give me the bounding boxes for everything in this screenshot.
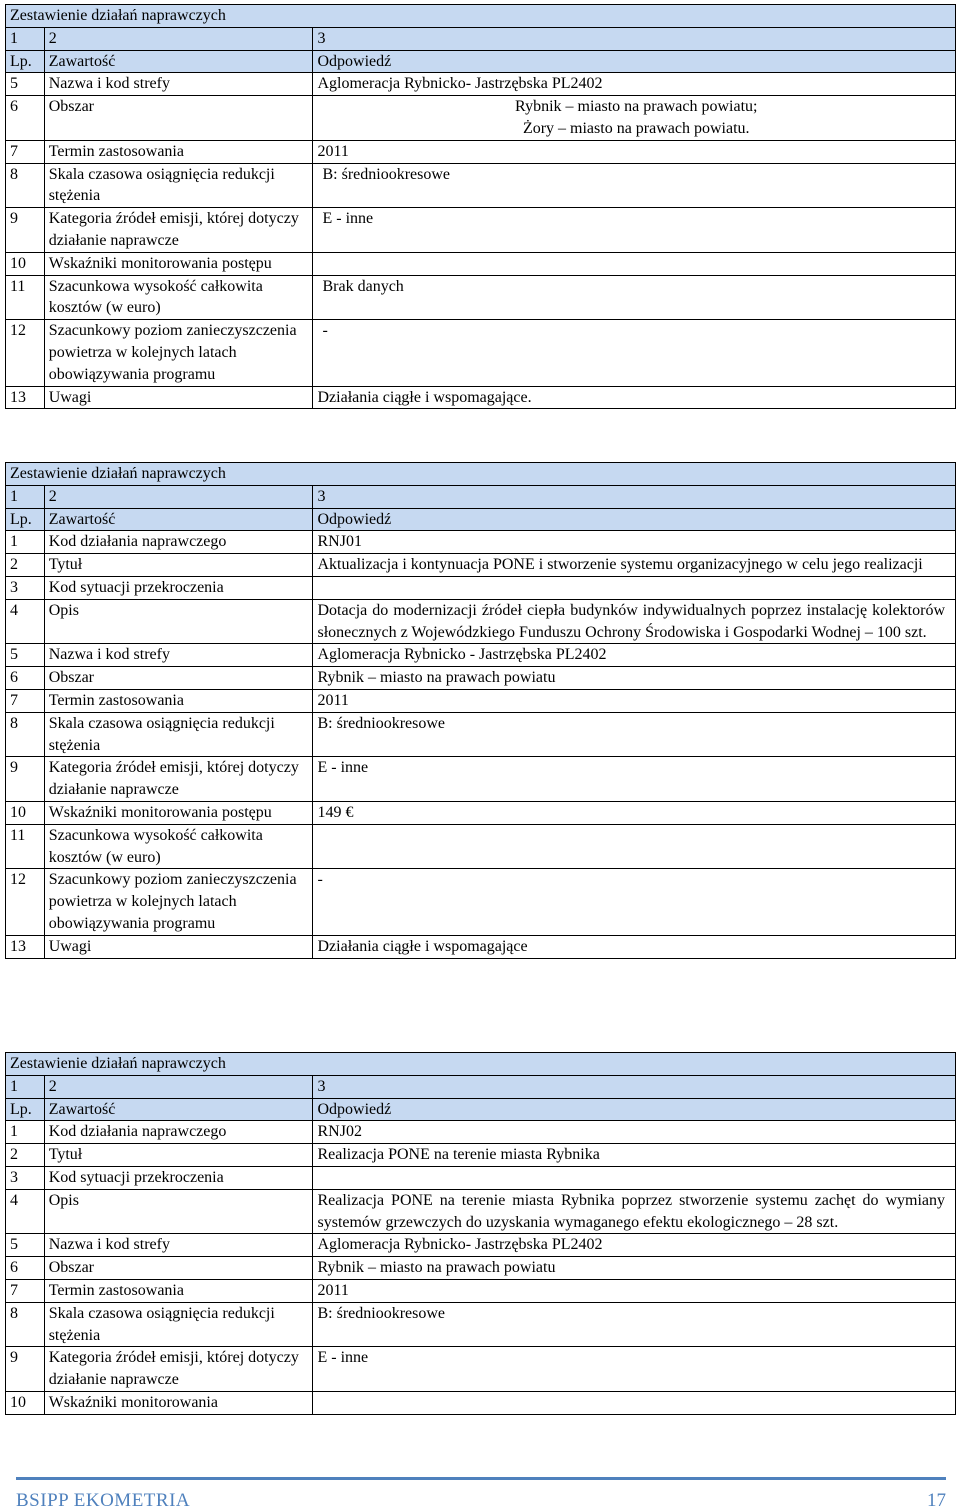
row-value: Aglomeracja Rybnicko- Jastrzębska PL2402 <box>313 73 956 96</box>
row-number: 13 <box>6 935 45 958</box>
action-table-1 <box>5 4 956 409</box>
row-value: B: średniookresowe <box>313 1302 956 1347</box>
column-header-row <box>6 1098 956 1121</box>
row-number: 4 <box>6 1189 45 1234</box>
table-row <box>6 531 956 554</box>
table-row <box>6 1302 956 1347</box>
table-row <box>6 96 956 141</box>
row-number: 11 <box>6 824 45 869</box>
action-table-2 <box>5 462 956 959</box>
row-value: Realizacja PONE na terenie miasta Rybnika <box>313 1144 956 1167</box>
column-header-lp: Lp. <box>6 1098 45 1121</box>
table-title: Zestawienie działań naprawczych <box>6 463 956 486</box>
row-label: Opis <box>44 1189 313 1234</box>
row-value: Aglomeracja Rybnicko - Jastrzębska PL2402 <box>313 644 956 667</box>
table-row <box>6 599 956 644</box>
row-number: 10 <box>6 801 45 824</box>
table-row <box>6 712 956 757</box>
table-row <box>6 208 956 253</box>
row-number: 13 <box>6 386 45 409</box>
row-label: Uwagi <box>44 386 313 409</box>
row-label: Kategoria źródeł emisji, której dotyczy działanie naprawcze <box>44 757 313 802</box>
row-label: Obszar <box>44 96 313 141</box>
row-value: B: średniookresowe <box>313 712 956 757</box>
column-header-content: Zawartość <box>44 50 313 73</box>
table-row <box>6 935 956 958</box>
row-number: 5 <box>6 73 45 96</box>
row-label: Skala czasowa osiągnięcia redukcji stężenia <box>44 712 313 757</box>
row-value: Aktualizacja i kontynuacja PONE i stworzenie systemu organizacyjnego w celu jego realizacji <box>313 554 956 577</box>
table-row <box>6 275 956 320</box>
column-header-answer: Odpowiedź <box>313 508 956 531</box>
row-label: Kategoria źródeł emisji, której dotyczy działanie naprawcze <box>44 1347 313 1392</box>
table-row <box>6 1347 956 1392</box>
table-row <box>6 386 956 409</box>
row-number: 7 <box>6 140 45 163</box>
table-row <box>6 757 956 802</box>
table-row <box>6 869 956 935</box>
table-row <box>6 252 956 275</box>
row-label: Uwagi <box>44 935 313 958</box>
row-label: Nazwa i kod strefy <box>44 1234 313 1257</box>
row-number: 8 <box>6 1302 45 1347</box>
column-number: 3 <box>313 1075 956 1098</box>
page-footer <box>16 1477 946 1510</box>
table-row <box>6 140 956 163</box>
column-number: 1 <box>6 27 45 50</box>
row-label: Wskaźniki monitorowania postępu <box>44 252 313 275</box>
row-value <box>313 824 956 869</box>
table-row <box>6 689 956 712</box>
column-header-answer: Odpowiedź <box>313 1098 956 1121</box>
column-header-lp: Lp. <box>6 508 45 531</box>
column-header-content: Zawartość <box>44 1098 313 1121</box>
row-label: Nazwa i kod strefy <box>44 73 313 96</box>
row-value: 2011 <box>313 140 956 163</box>
column-number: 1 <box>6 1075 45 1098</box>
row-label: Skala czasowa osiągnięcia redukcji stężenia <box>44 1302 313 1347</box>
column-header-content: Zawartość <box>44 508 313 531</box>
row-number: 12 <box>6 320 45 386</box>
row-label: Skala czasowa osiągnięcia redukcji stężenia <box>44 163 313 208</box>
table-title: Zestawienie działań naprawczych <box>6 1053 956 1076</box>
row-value: E - inne <box>313 208 956 253</box>
column-header-lp: Lp. <box>6 50 45 73</box>
row-number: 10 <box>6 252 45 275</box>
row-value: B: średniookresowe <box>313 163 956 208</box>
row-label: Szacunkowy poziom zanieczyszczenia powietrza w kolejnych latach obowiązywania programu <box>44 869 313 935</box>
row-label: Kod działania naprawczego <box>44 1121 313 1144</box>
table-title-row <box>6 1053 956 1076</box>
row-label: Tytuł <box>44 554 313 577</box>
row-number: 1 <box>6 531 45 554</box>
row-number: 9 <box>6 757 45 802</box>
row-label: Termin zastosowania <box>44 140 313 163</box>
column-number-row <box>6 1075 956 1098</box>
row-label: Nazwa i kod strefy <box>44 644 313 667</box>
table-row <box>6 644 956 667</box>
row-value: - <box>313 869 956 935</box>
row-value: Rybnik – miasto na prawach powiatu <box>313 667 956 690</box>
action-table-3 <box>5 1052 956 1415</box>
row-value: RNJ01 <box>313 531 956 554</box>
table-row <box>6 801 956 824</box>
row-label: Wskaźniki monitorowania <box>44 1391 313 1414</box>
table-row <box>6 824 956 869</box>
table-row <box>6 554 956 577</box>
row-label: Kod sytuacji przekroczenia <box>44 576 313 599</box>
row-label: Termin zastosowania <box>44 1279 313 1302</box>
row-value: 2011 <box>313 1279 956 1302</box>
row-label: Szacunkowa wysokość całkowita kosztów (w euro) <box>44 824 313 869</box>
column-number-row <box>6 27 956 50</box>
row-value <box>313 252 956 275</box>
row-value: Rybnik – miasto na prawach powiatu <box>313 1257 956 1280</box>
table-row <box>6 1257 956 1280</box>
row-number: 1 <box>6 1121 45 1144</box>
row-number: 9 <box>6 208 45 253</box>
table-row <box>6 1121 956 1144</box>
row-label: Kategoria źródeł emisji, której dotyczy działanie naprawcze <box>44 208 313 253</box>
column-header-row <box>6 508 956 531</box>
table-title-row <box>6 463 956 486</box>
table-row <box>6 320 956 386</box>
row-value: Brak danych <box>313 275 956 320</box>
row-value: Rybnik – miasto na prawach powiatu; Żory – miasto na prawach powiatu. <box>313 96 956 141</box>
row-label: Szacunkowa wysokość całkowita kosztów (w euro) <box>44 275 313 320</box>
row-number: 12 <box>6 869 45 935</box>
column-number: 2 <box>44 1075 313 1098</box>
table-row <box>6 163 956 208</box>
row-number: 8 <box>6 163 45 208</box>
row-number: 4 <box>6 599 45 644</box>
row-value: Działania ciągłe i wspomagające <box>313 935 956 958</box>
table-row <box>6 1189 956 1234</box>
column-number: 3 <box>313 27 956 50</box>
column-number: 1 <box>6 485 45 508</box>
row-number: 2 <box>6 554 45 577</box>
row-value: - <box>313 320 956 386</box>
page-number: 17 <box>927 1490 946 1511</box>
row-value <box>313 576 956 599</box>
row-label: Termin zastosowania <box>44 689 313 712</box>
row-label: Szacunkowy poziom zanieczyszczenia powietrza w kolejnych latach obowiązywania programu <box>44 320 313 386</box>
column-number-row <box>6 485 956 508</box>
row-number: 6 <box>6 1257 45 1280</box>
row-value: Realizacja PONE na terenie miasta Rybnika poprzez stworzenie systemu zachęt do wymiany systemów grzewczych do uzyskania wymaganego efektu ekologicznego – 28 szt. <box>313 1189 956 1234</box>
row-number: 8 <box>6 712 45 757</box>
row-value: 2011 <box>313 689 956 712</box>
row-value: Działania ciągłe i wspomagające. <box>313 386 956 409</box>
row-value: E - inne <box>313 1347 956 1392</box>
table-title-row <box>6 5 956 28</box>
table-row <box>6 73 956 96</box>
row-value <box>313 1166 956 1189</box>
row-label: Kod sytuacji przekroczenia <box>44 1166 313 1189</box>
column-header-row <box>6 50 956 73</box>
row-label: Obszar <box>44 667 313 690</box>
row-number: 3 <box>6 576 45 599</box>
column-number: 2 <box>44 27 313 50</box>
row-number: 5 <box>6 644 45 667</box>
row-label: Tytuł <box>44 1144 313 1167</box>
footer-company: BSIPP EKOMETRIA <box>16 1490 191 1511</box>
row-number: 2 <box>6 1144 45 1167</box>
table-row <box>6 1391 956 1414</box>
row-value: Dotacja do modernizacji źródeł ciepła budynków indywidualnych poprzez instalację kolektorów słonecznych z Wojewódzkiego Funduszu Ochrony Środowiska i Gospodarki Wodnej – 100 szt. <box>313 599 956 644</box>
row-label: Wskaźniki monitorowania postępu <box>44 801 313 824</box>
table-title: Zestawienie działań naprawczych <box>6 5 956 28</box>
column-header-answer: Odpowiedź <box>313 50 956 73</box>
row-label: Opis <box>44 599 313 644</box>
table-row <box>6 667 956 690</box>
row-number: 7 <box>6 1279 45 1302</box>
table-row <box>6 576 956 599</box>
row-number: 6 <box>6 96 45 141</box>
row-value: Aglomeracja Rybnicko- Jastrzębska PL2402 <box>313 1234 956 1257</box>
row-number: 11 <box>6 275 45 320</box>
row-value: 149 € <box>313 801 956 824</box>
row-number: 10 <box>6 1391 45 1414</box>
row-number: 7 <box>6 689 45 712</box>
row-number: 3 <box>6 1166 45 1189</box>
table-row <box>6 1166 956 1189</box>
row-value: E - inne <box>313 757 956 802</box>
table-row <box>6 1279 956 1302</box>
row-number: 6 <box>6 667 45 690</box>
column-number: 2 <box>44 485 313 508</box>
column-number: 3 <box>313 485 956 508</box>
row-number: 9 <box>6 1347 45 1392</box>
row-value <box>313 1391 956 1414</box>
table-row <box>6 1234 956 1257</box>
row-label: Obszar <box>44 1257 313 1280</box>
table-row <box>6 1144 956 1167</box>
row-label: Kod działania naprawczego <box>44 531 313 554</box>
row-number: 5 <box>6 1234 45 1257</box>
row-value: RNJ02 <box>313 1121 956 1144</box>
